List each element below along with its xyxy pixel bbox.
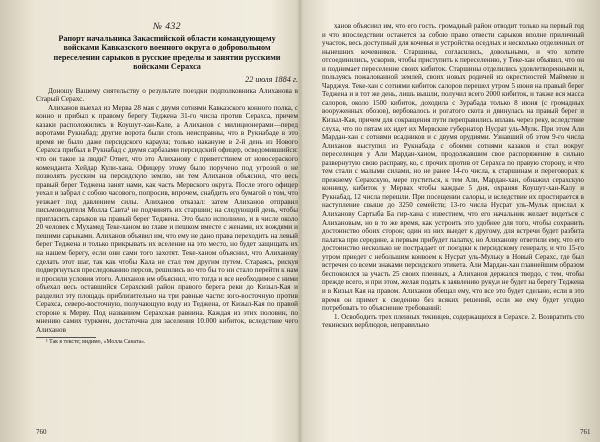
left-page: [36, 22, 298, 430]
document-date: 22 июля 1884 г.: [245, 74, 298, 84]
document-title: Рапорт начальника Закаспийской области командующему войсками Кавказского военного округа о добровольном переселении сарыков в русские пределы и занятии русскими войсками Серахса: [53, 34, 281, 72]
paragraph: Алиханов выехал из Мерва 28 мая с двумя сотнями Кавказского конного полка, с конно и прибыл к правому берегу Теджена 31-го числа против Серахса, причем казаки расположились в Коушут-хан-Кале, а Алиханов с милиционерами—перед воротами Рукнабад; другие ворота были столь неисправны, что в Рукнабаде в это время не было даже персидского караула; только накануне в 2-й день из Нового Серахса прибыл в Рукнабад с двумя сарбазами персидский офицер, осведомившийся: что он такое за люди? Ответ, что это Алиханову с приветствием от новосераского коменданта Хейдар Кули-хана. Офицеру этому было поручено под угрозой о не позволять русским на персидскую землю, ни тем Алиханов объяснил, что весь правый берег Теджена занят нами, как часть Мервского округа. После этого офицер уехал и забрал с собою часового, попросив, впрочем, снабдить его бумагой о том, что уезжает под давлением силы. Алиханов отказал: затем Алиханов отправил письмоводителя Молла Савта¹ не подчинять их старшин; на следующий день, чтобы пригласить сарыков на правый берег Теджена. Это было исполнено, и в числе около 20 человек с Мухамед Теке-ханом во главе и пешком вместе с женами, их вождями и пешими сарыками. Алиханов объявил им, что ему не дано права переходить на левый берег Теджена и только прикрывать их вселение на это место, но будет защищать их на нашем берегу, если они сами того захотят. Теке-ханом объяснил, что Алиханову сделать этот шаг, так как чтобы Кала не стал тем другим путем. Стараясь, рискуя подвергнуться преследованию персов, решились во что бы то ни стало перейти к нам и просили условия этого. Алиханов им объяснил, что тогда и все необходимое с ними объехал весь оставшийся Серахский район правого берега реки до Кизыл-Кая и разделил эту площадь приблизительно на три равные части: юго-восточную против Серахса, северо-восточную, получающую воду из Теджена, от Кизыл-Кая по правой стороне к Мерву. Под названием Серахская равнина. Каждая из этих половин, по мнению самих туркмен, достаточна для заселения 10.000 кибиток, вследствие чего Алиханов: [36, 103, 298, 334]
right-page: [322, 22, 584, 430]
list-item: 1. Освободить трех пленных текинцев, содержащихся в Серахсе. 2. Возвратить сто текинских верблюдов, неправильно: [322, 312, 584, 330]
page-number-left: 760: [36, 428, 47, 436]
paragraph: ханов объяснил им, что его гость. громадный район отводит только на первый год и что впоследствии останется за собою право отвести сарыков вполне приличный участок, весь доступный для кочевья и устройства оседлых и несколько отделенных от нынешних кочевников. Старшины, согласились, довольными, и что хотите отсоединились, ускорив, чтобы приступить к переселению, у Теке-хан объявил, что он и поднимает переселение своих кибиток. Старшины отделились удовлетворенными и, пользуясь пожалованной землей, своих новых родичей из окрестностей Маймене и Чарджуя. Теке-хан с сотнями кибиток салоров перешел утром 5 июня на правый берег Теджена и в тот же день, лишь вышли, получил всего 2000 кибиток, и также вся масса салоров, около 1500 кибиток, доходила с Зурабада только 8 июня (с громадных вооруженных обозов), вербовалось и рогатого скота и двинулась на правый берег и Кизыл-Кая, причем для сокращения пути переправились вплавь через реку, вследствие слуха, что по пятам их идет их Мервские губернатор Нусрат уль-Мулк. При этом Али Мардан-хан с сотнями всадников и с двумя орудиями. Узнавший об этом 9-го числа Алиханов выступил из Рукнабада с обоими сотнями казаков и стал вокруг переселенцев у Али Мардан-ханом, продолжавшим свое распоряжение в сильно развернутую свою расправу, ко, с прочих против от Серахса по правую сторону, и что тем стали с малыми силами, но не ранее 14-го числа, к старшинам и переговорах к прежнему Серахскую, мере пуститься, к тем Али, Мардан-хан, обнажил серахскую конницу, кибиток у Мервах чтобы каждые 5 дня, охраняя Коушут-хан-Калу и Рукнабад, 12 числа перешли. При посещении салоры, и вследствие их простирается в наступление свыше до 3250 семейств; 13-го числа Нусрат уль-Мульк прислал к Алиханову Сартыба Ба гир-хана с известием, что его начальник желает видеться с Алихановым, но в то же время, как устроить это удобнее для того, чтобы сохранить достоинство обоих сторон; один из них выедет к другому, для встречи будет разбита палатка при середине, а первым прибудет палатку, но Алиханову ответили ему, что его достоинство несколько не пострадает от поездки к персидскому генералу, и что 15-го утром приедет с небольшим конвоем к Нусрат уль-Мульку в Новый Серахс, где был встречен со всеми знаками персидского этикета. Али Мардан-хан главнейшим образом беспокоился за участь 25 своих пленных, а Алиханов держался твердо, с тем, чтобы прежде всего, и при этом, желая подать к заявлению руку,и не будет на берегу Теджена и в Кизыл Кая на правом. Алиханов обещал ему, что все это будет сделано, если в это время он примет к сведению без всяких решений, если же ему будет угодно потребовать то объяснение требований:: [322, 22, 584, 313]
footnote: ¹ Так в тексте; видимо, «Молла Саната».: [46, 339, 146, 346]
document-number: № 432: [152, 22, 182, 32]
page-number-right: 761: [580, 428, 591, 436]
right-body-text: [322, 22, 584, 330]
left-body-text: [36, 87, 298, 335]
footnote-divider: [36, 337, 96, 338]
paragraph: Доношу Вашему сиятельству о результате поездки подполковника Алиханова в Старый Серахс.: [36, 86, 298, 104]
